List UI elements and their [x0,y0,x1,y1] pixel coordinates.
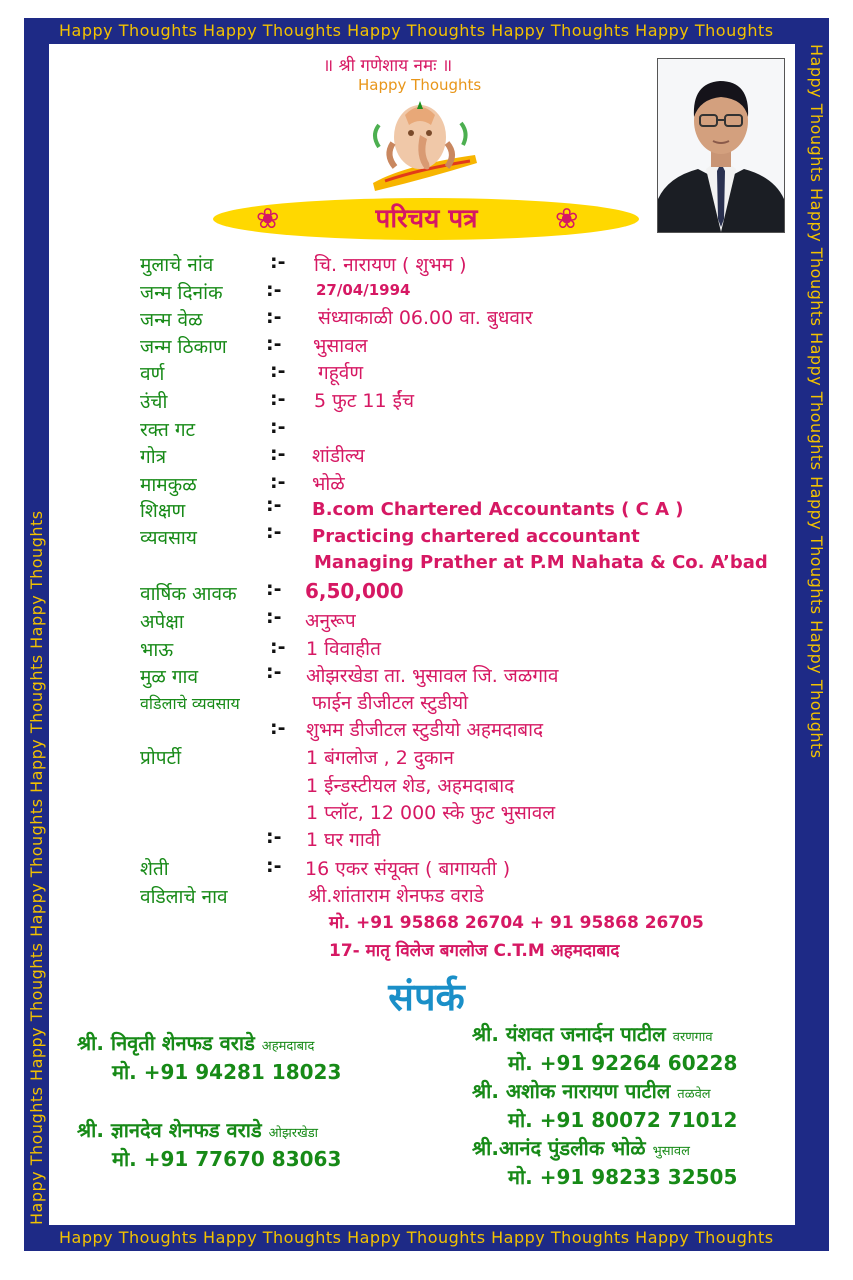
field-sep: :- [266,606,282,628]
contact-name: श्री. अशोक नारायण पाटील तळवेल [472,1079,711,1103]
field-label: उंची [140,391,168,413]
father-name: श्री.शांताराम शेनफड वराडे [308,885,484,907]
property-line: 1 ईन्डस्टीयल शेड, अहमदाबाद [306,775,515,797]
field-sep: :- [266,855,282,877]
occupation-line-2: Managing Prather at P.M Nahata & Co. A’bad [314,552,768,573]
field-label: वडिलाचे नाव [140,886,228,908]
field-value: Practicing chartered accountant [312,526,640,547]
field-value: भोळे [312,473,345,495]
border-band-bottom: Happy Thoughts Happy Thoughts Happy Thoughts Happy Thoughts Happy Thoughts [59,1228,774,1247]
field-sep: :- [266,494,282,516]
field-sep: :- [270,360,286,382]
field-sep: :- [266,279,282,301]
field-value: संध्याकाळी 06.00 वा. बुधवार [318,307,533,329]
field-label: मुळ गाव [140,666,199,688]
field-value: 16 एकर संयूक्त ( बागायती ) [305,858,511,880]
field-label: गोत्र [140,446,167,468]
field-label: मुलाचे नांव [140,254,214,276]
field-value: अनुरूप [305,610,356,632]
field-value: शुभम डीजीटल स्टुडीयो अहमदाबाद [306,719,544,741]
field-sep: :- [266,306,282,328]
field-label: अपेक्षा [140,611,184,633]
border-band-top: Happy Thoughts Happy Thoughts Happy Thoughts Happy Thoughts Happy Thoughts [59,21,774,40]
field-label: जन्म ठिकाण [140,336,227,358]
flower-icon: ❀ [256,202,280,235]
field-value: भुसावल [313,335,368,357]
father-phones: मो. +91 95868 26704 + 91 95868 26705 [329,913,704,933]
field-label: जन्म दिनांक [140,282,223,304]
contact-name: श्री. निवृती शेनफड वराडे अहमदाबाद [77,1031,315,1055]
contact-name: श्री.आनंद पुंडलीक भोळे भुसावल [472,1136,690,1160]
field-value: 5 फुट 11 ईंच [314,390,415,412]
father-address: 17- मातृ विलेज बगलोज C.T.M अहमदाबाद [329,941,620,961]
field-sep: :- [266,521,282,543]
field-value: ओझरखेडा ता. भुसावल जि. जळगाव [306,665,559,687]
field-sep: :- [270,388,286,410]
field-label: शेती [140,858,169,880]
field-value: 1 विवाहीत [306,638,381,660]
field-sep: :- [270,471,286,493]
field-sep: :- [266,333,282,355]
header-subtitle: Happy Thoughts [358,76,482,94]
field-label: वार्षिक आवक [140,583,237,605]
field-value: चि. नारायण ( शुभम ) [314,254,467,276]
field-value: गहूर्वण [318,362,364,384]
field-label: मामकुळ [140,474,197,496]
field-value: 6,50,000 [305,579,404,603]
field-sep: :- [266,578,282,600]
field-sep: :- [270,416,286,438]
contact-phone: मो. +91 92264 60228 [508,1051,738,1075]
field-label: प्रोपर्टी [140,747,182,769]
field-sep: :- [270,636,286,658]
flower-icon: ❀ [555,202,579,235]
field-sep: :- [270,251,286,273]
property-line: 1 प्लॉट, 12 000 स्के फुट भुसावल [306,802,556,824]
field-value: फाईन डीजीटल स्टुडीयो [312,692,469,714]
field-label: भाऊ [140,639,174,661]
contact-phone: मो. +91 77670 83063 [112,1147,342,1171]
field-label: जन्म वेळ [140,309,203,331]
property-line: 1 बंगलोज , 2 दुकान [306,747,454,769]
field-label: वर्ण [140,363,165,385]
field-sep: :- [266,661,282,683]
property-line: 1 घर गावी [306,829,381,851]
contact-heading: संपर्क [388,975,465,1019]
field-label: व्यवसाय [140,527,197,549]
field-label: शिक्षण [140,500,186,522]
field-value: 27/04/1994 [316,281,411,299]
field-value: B.com Chartered Accountants ( C A ) [312,499,684,520]
border-band-left: Happy Thoughts Happy Thoughts Happy Thoughts Happy Thoughts Happy Thoughts [27,510,46,1225]
contact-phone: मो. +91 98233 32505 [508,1165,738,1189]
mantra: ॥ श्री गणेशाय नमः ॥ [323,56,453,76]
ganesha-image [365,95,483,195]
field-label: वडिलाचे व्यवसाय [140,694,240,713]
contact-phone: मो. +91 80072 71012 [508,1108,738,1132]
contact-phone: मो. +91 94281 18023 [112,1060,342,1084]
field-sep: :- [270,717,286,739]
page-title: परिचय पत्र [375,204,478,234]
field-sep: :- [270,443,286,465]
field-value: शांडील्य [312,445,365,467]
contact-name: श्री. ज्ञानदेव शेनफड वराडे ओझरखेडा [77,1118,319,1142]
field-label: रक्त गट [140,419,196,441]
border-band-right: Happy Thoughts Happy Thoughts Happy Thoughts Happy Thoughts Happy Thoughts [807,44,826,759]
field-sep: :- [266,826,282,848]
contact-name: श्री. यंशवत जनार्दन पाटील वरणगाव [472,1022,713,1046]
